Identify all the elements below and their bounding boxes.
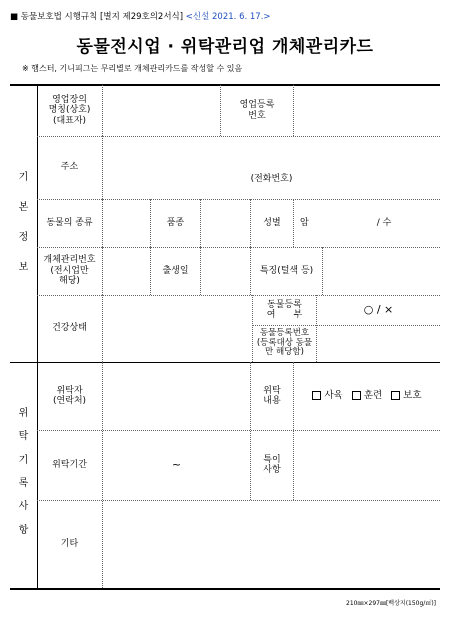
breed-label: 품종 [166,217,185,228]
section-char: 항 [18,524,29,536]
sex-female-option[interactable]: 암 [300,217,309,228]
section-char: 탁 [18,431,29,443]
etc-label: 기타 [60,538,79,549]
checkbox-training[interactable] [352,391,382,402]
section-char: 위 [18,408,29,420]
health-field[interactable] [103,295,252,362]
paper-spec: 210㎜×297㎜[백상지(150g/㎡)] [346,600,436,607]
species-field[interactable] [103,199,150,247]
features-label: 특징(털색 등) [259,265,314,276]
birth-field[interactable] [201,247,250,295]
consign-content-label: 위탁 내용 [263,385,281,406]
registration-no-label: 영업등록 번호 [239,100,275,121]
section-basic-info [10,160,37,280]
checkbox-raising[interactable] [312,391,342,402]
section-char: 본 [18,201,29,213]
section-consignment-record [10,400,37,540]
sex-options[interactable] [294,199,440,247]
animal-reg-no-field[interactable] [317,325,440,362]
object-no-label: 개체관리번호 (전시업만 해당) [43,255,96,287]
business-name-label: 영업장의 명칭(상호) (대표자) [48,94,91,126]
section-char: 사 [18,501,29,513]
consign-content-options [294,362,440,430]
instruction-note: ※ 햄스터, 기니피그는 무리별로 개체관리카드를 작성할 수 있음 [22,64,243,73]
features-field[interactable] [323,247,440,295]
checkbox-label: 사육 [324,389,343,401]
section-char: 기 [18,454,29,466]
animal-reg-label: 동물등록 여 부 [266,299,303,320]
species-label: 동물의 종류 [46,217,93,228]
address-label: 주소 [60,162,79,173]
checkbox-label: 보호 [403,389,422,401]
form-header-prefix: ■ 동물보호법 시행규칙 [별지 제29호의2서식] [10,12,184,22]
sex-label: 성별 [263,217,281,228]
consignor-label: 위탁자 (연락처) [52,385,87,406]
section-char: 록 [18,478,29,490]
section-char: 기 [18,171,29,183]
phone-label: (전화번호) [250,173,293,184]
special-label: 특이 사항 [263,454,281,475]
checkbox-square-icon[interactable] [391,391,400,400]
animal-reg-mark[interactable]: ○ / × [363,302,394,316]
etc-field[interactable] [103,500,440,588]
section-char: 정 [18,231,29,243]
checkbox-label: 훈련 [363,389,383,401]
checkbox-square-icon[interactable] [312,391,321,400]
animal-reg-no-label: 동물등록번호 (등록대상 동물 만 해당함) [256,327,313,358]
consignor-field[interactable] [103,362,250,430]
section-char: 보 [18,261,29,273]
checkbox-square-icon[interactable] [352,391,361,400]
address-field[interactable] [103,136,440,199]
breed-field[interactable] [201,199,250,247]
object-no-field[interactable] [103,247,150,295]
sex-male-option[interactable]: / 수 [376,217,392,228]
table-bottom-border [10,588,440,590]
page-title: 동물전시업 · 위탁관리업 개체관리카드 [76,37,374,57]
health-label: 건강상태 [52,323,87,334]
birth-label: 출생일 [162,265,189,276]
revision-note: <신설 2021. 6. 17.> [185,12,271,22]
registration-no-field[interactable] [294,85,440,136]
special-field[interactable] [294,430,440,500]
checkbox-protection[interactable] [391,391,421,402]
form-header [10,10,271,22]
business-name-field[interactable] [103,85,220,136]
period-label: 위탁기간 [52,459,87,470]
period-field[interactable]: ~ [171,457,182,471]
